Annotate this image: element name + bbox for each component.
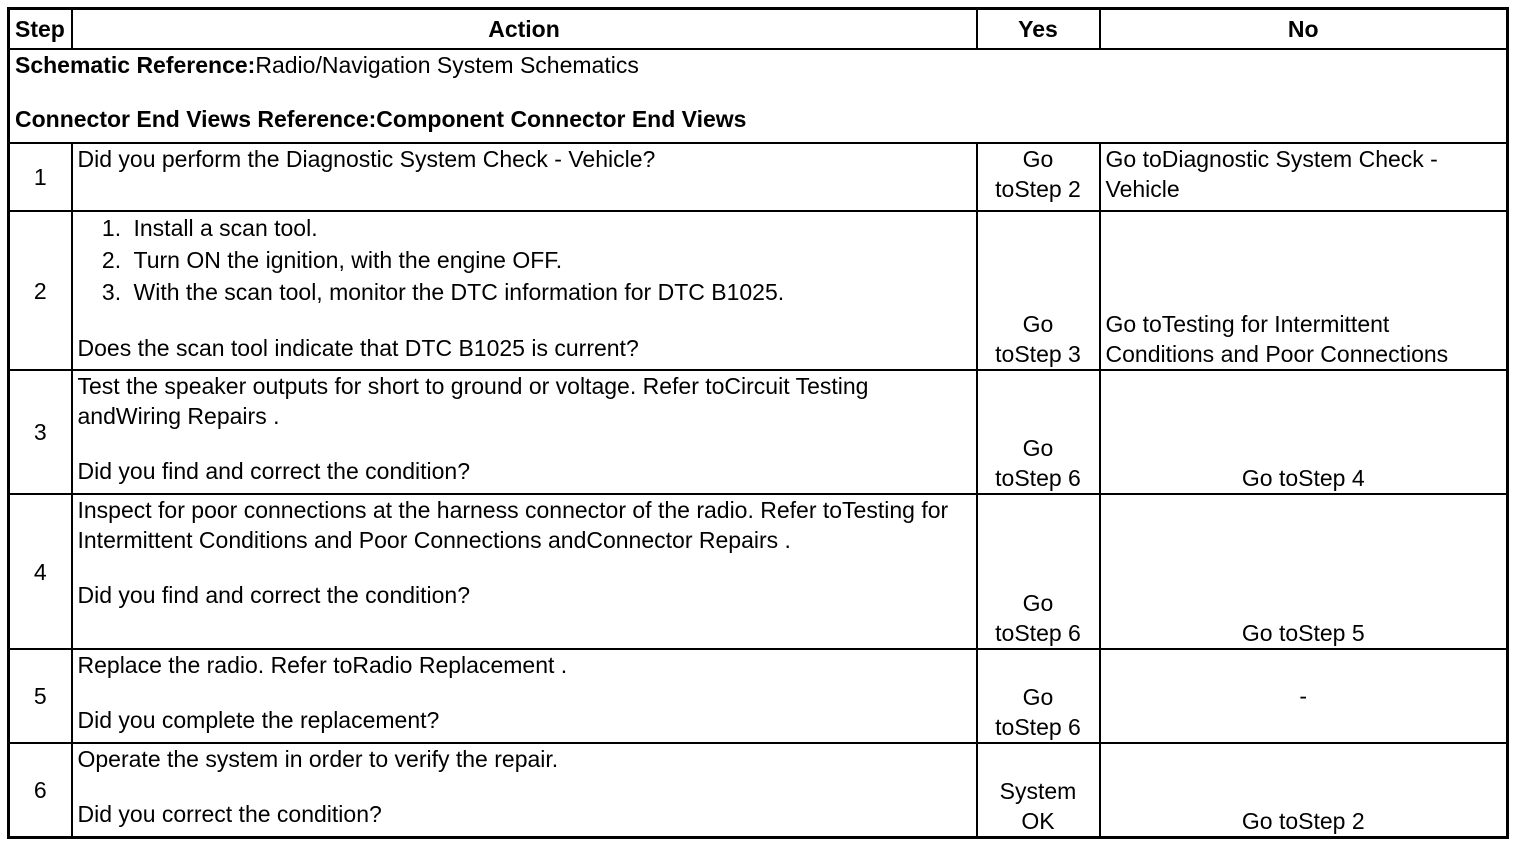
yes-line1: Go (1022, 590, 1054, 616)
yes-result[interactable] (977, 211, 1100, 370)
yes-result[interactable] (977, 649, 1100, 743)
yes-result[interactable] (977, 370, 1100, 494)
yes-line1: Go (1022, 146, 1054, 172)
substep-item: 2. Turn ON the ignition, with the engine OFF. (128, 244, 971, 276)
substep-list (78, 212, 971, 308)
action-text: Replace the radio. Refer toRadio Replacement . (77, 652, 568, 678)
action-question: Did you complete the replacement? (77, 707, 440, 733)
yes-line1: Go (1022, 311, 1054, 337)
table-row (9, 494, 1508, 649)
yes-result (977, 743, 1100, 837)
schematic-reference-label: Schematic Reference: (15, 52, 256, 78)
reference-cell (9, 49, 1508, 143)
connector-reference-link[interactable]: Component Connector End Views (376, 106, 747, 132)
no-result[interactable]: Go toTesting for Intermittent Conditions and Poor Connections (1100, 211, 1508, 370)
action-cell (72, 649, 977, 743)
yes-line1: System (999, 777, 1077, 804)
yes-line1: Go (1022, 684, 1054, 710)
step-number: 3 (9, 370, 72, 494)
table-row (9, 649, 1508, 743)
diagnostic-table-container (7, 7, 1509, 839)
table-row (9, 743, 1508, 837)
no-result[interactable]: Go toDiagnostic System Check - Vehicle (1100, 143, 1508, 211)
table-row (9, 211, 1508, 370)
step-number: 2 (9, 211, 72, 370)
action-question: Does the scan tool indicate that DTC B1025 is current? (77, 335, 639, 361)
substep-item: 3. With the scan tool, monitor the DTC information for DTC B1025. (128, 276, 971, 308)
table-row (9, 370, 1508, 494)
action-cell (72, 743, 977, 837)
yes-line2: toStep 6 (995, 620, 1081, 646)
step-number: 5 (9, 649, 72, 743)
action-text: Operate the system in order to verify the repair. (77, 746, 559, 772)
yes-result[interactable] (977, 143, 1100, 211)
substep-item: 1. Install a scan tool. (128, 212, 971, 244)
no-result[interactable]: Go toStep 2 (1100, 743, 1508, 837)
header-no: No (1100, 9, 1508, 50)
yes-line1: Go (1022, 435, 1054, 461)
schematic-reference (15, 50, 1501, 80)
reference-row (9, 49, 1508, 143)
connector-reference (15, 104, 1501, 134)
yes-line2: toStep 6 (995, 714, 1081, 740)
action-cell (72, 211, 977, 370)
schematic-reference-link[interactable]: Radio/Navigation System Schematics (255, 52, 639, 78)
table-row (9, 143, 1508, 211)
action-question: Did you find and correct the condition? (77, 458, 471, 484)
no-result[interactable]: Go toStep 4 (1100, 370, 1508, 494)
action-cell (72, 494, 977, 649)
diagnostic-table (7, 7, 1509, 839)
action-text: Did you perform the Diagnostic System Check - Vehicle? (72, 143, 977, 211)
header-step: Step (9, 9, 72, 50)
no-result[interactable]: Go toStep 5 (1100, 494, 1508, 649)
header-row (9, 9, 1508, 50)
action-question: Did you find and correct the condition? (77, 582, 471, 608)
step-number: 6 (9, 743, 72, 837)
connector-reference-label: Connector End Views Reference: (15, 106, 377, 132)
header-action: Action (72, 9, 977, 50)
step-number: 4 (9, 494, 72, 649)
yes-result[interactable] (977, 494, 1100, 649)
no-result: - (1100, 649, 1508, 743)
action-text: Inspect for poor connections at the harness connector of the radio. Refer toTesting for Intermittent Conditions and Poor Connections andConnector Repairs . (77, 497, 949, 553)
yes-line2: OK (1021, 807, 1055, 834)
header-yes: Yes (977, 9, 1100, 50)
action-text: Test the speaker outputs for short to ground or voltage. Refer toCircuit Testing andWiring Repairs . (77, 373, 869, 429)
action-question: Did you correct the condition? (77, 801, 382, 827)
yes-line2: toStep 2 (995, 176, 1081, 202)
step-number: 1 (9, 143, 72, 211)
action-cell (72, 370, 977, 494)
yes-line2: toStep 3 (995, 341, 1081, 367)
yes-line2: toStep 6 (995, 465, 1081, 491)
